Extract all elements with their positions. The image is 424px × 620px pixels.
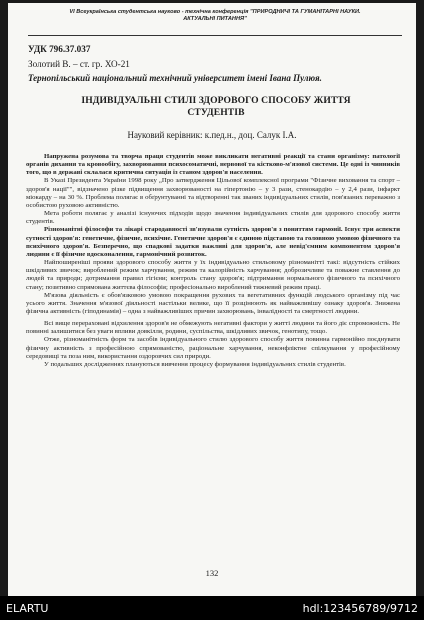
paragraph: М'язова діяльність є обов'язковою умовою покращення рухових та вегетативних функцій людського організму під час усього життя. Значення м'язової діяльності настільки велике, що її розцінюють як найважливішу ознаку здоров'я. Знижена фізична активність (гіподинамія) – одна з найважливіших причин захворювань, інвалідності та смертності людини. bbox=[26, 291, 400, 315]
handle-identifier: hdl:123456789/9712 bbox=[302, 602, 418, 615]
page-number: 132 bbox=[205, 568, 219, 578]
paragraph: Напружена розумова та творча праця студентів може викликати негативні реакції та стани організму: патології органів дихання та кровообігу, захворювання психосоматичні, нервової та кістково-м'язової системи. Це одні із чинників того, що в державі склалася критична ситуація із станом здоров'я населення. bbox=[26, 153, 400, 177]
repository-footer bbox=[0, 596, 424, 620]
conference-header bbox=[28, 9, 402, 36]
paragraph: Отже, різноманітність форм та засобів індивідуального стилю здорового способу життя повинна гармонійно поєднувати фізичну активність з професійною спрямованістю, раціональне харчування, неконфліктне спілкування у професійному середовищі та поза ним, використання оздоровчих сил природи. bbox=[26, 336, 400, 360]
udk-code: УДК 796.37.037 bbox=[28, 44, 91, 54]
paragraph: Найпоширеніші прояви здорового способу життя у їх індивідуально стильовому різноманітті такі: відсутність стійких шкідливих звичок; вироблений режим харчування, режим та калорійність харчування; доброзичливе та поважне ставлення до людей та природи; дотримання правил гігієни; контроль стану здоров'я; підтримання нормального фізичного та психічного стану; позитивно спрямована життєва філософія; професіонально вироблений тижневий режим праці. bbox=[26, 259, 400, 291]
paragraph: Різноманітні філософи та лікарі стародавності зв'язували сутність здоров'я з поняттям гармонії. Існує три аспекти сутності здоров'я: генетичне, фізичне, психічне. Генетичне здоров'я є єдиною підставою та головною умовою фізичного та психічного здоров'я. Безперечно, що спадкові задатки важливі для здоров'я, але невід'ємним компонентом здоров'я людини є її фізичне вдосконалення, гармонічний розвиток. bbox=[26, 226, 400, 258]
conference-header-line1: VI Всеукраїнська студентська науково - технічна конференція "ПРИРОДНИЧІ ТА ГУМАНІТАРНІ НАУКИ. bbox=[69, 9, 361, 15]
repository-name: ELARTU bbox=[6, 602, 49, 615]
document-page bbox=[8, 3, 416, 596]
paragraph: Всі вище перераховані відхилення здоров'я не обмежують негативні фактори у житті людини та його діє спроможність. Не повинні залишитися без уваги впливи довкілля, родини, суспільства, шкідливих звичок, генотипу, тощо. bbox=[26, 320, 400, 336]
article-body bbox=[26, 153, 400, 369]
paragraph: В Указі Президента України 1998 року „Про затвердження Цільової комплексної програми "Фізичне виховання та спорт – здоров'я нації"", відзначено різке підвищення захворюваності на гіпертонію – у 3 рази, стенокардію – у 2,4 рази, інфаркт міокарду – на 30 %. Проблема полягає в обґрунтуванні та відтворенні так званих індивідуальних стилів, пов'язаних переважно з особистою руховою активністю. bbox=[26, 177, 400, 209]
paragraph: У подальших дослідженнях плануються вивчення процесу формування індивідуальних стилів студентів. bbox=[44, 360, 346, 368]
article-title: ІНДИВІДУАЛЬНІ СТИЛІ ЗДОРОВОГО СПОСОБУ ЖИТТЯ СТУДЕНТІВ bbox=[81, 95, 351, 118]
affiliation: Тернопільський національний технічний університет імені Івана Пулюя. bbox=[28, 73, 322, 83]
paragraph: Мета роботи полягає у аналізі існуючих підходів щодо значення індивідуальних стилів для здорового способу життя студентів. bbox=[26, 210, 400, 226]
authors: Золотий В. – ст. гр. ХО-21 bbox=[28, 59, 130, 69]
conference-header-line2: АКТУАЛЬНІ ПИТАННЯ" bbox=[183, 16, 247, 22]
scientific-supervisor: Науковий керівник: к.пед.н., доц. Салук І.А. bbox=[127, 130, 297, 140]
